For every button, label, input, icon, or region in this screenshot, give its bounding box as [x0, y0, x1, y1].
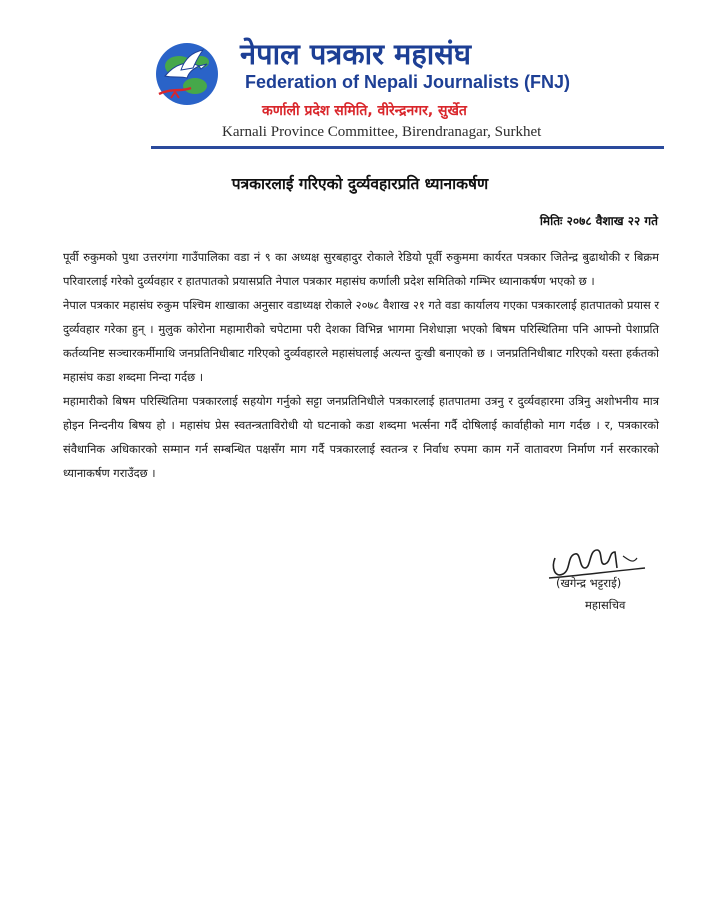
paragraph-1: पूर्वी रुकुमको पुथा उत्तरगंगा गाउँपालिका वडा नं ९ का अध्यक्ष सुरबहादुर रोकाले रेडियो पूर्वी रुकुममा कार्यरत पत्रकार जितेन्द्र बुढाथोकी र बिक्रम परिवारलाई गरेको दुर्व्यवहार र हातपातको प्रयासप्रति नेपाल पत्रकार महासंघ कर्णाली प्रदेश समितिको गम्भिर ध्यानाकर्षण भएको छ ।: [63, 250, 659, 288]
paragraph-3: महामारीको बिषम परिस्थितिमा पत्रकारलाई सहयोग गर्नुको सट्टा जनप्रतिनिधीले पत्रकारलाई हातपातमा उत्रनु र दुर्व्यवहारमा उत्रिनु अशोभनीय मात्र होइन निन्दनीय बिषय हो । महासंघ प्रेस स्वतन्त्रताविरोधी यो घटनाको कडा शब्दमा भर्त्सना गर्दै दोषिलाई कार्वाहीको माग गर्दछ । र, पत्रकारको संवैधानिक अधिकारको सम्मान गर्न सम्बन्धित पक्षसँग माग गर्दै पत्रकारलाई स्वतन्त्र र निर्वाध रुपमा काम गर्ने वातावरण निर्माण गर्न सरकारको ध्यानाकर्षण गराउँदछ ।: [63, 394, 659, 480]
document-title: पत्रकारलाई गरिएको दुर्व्यवहारप्रति ध्यानाकर्षण: [231, 175, 489, 193]
letterhead: [0, 0, 720, 150]
dove-globe-logo-icon: [151, 36, 223, 108]
committee-name-english: Karnali Province Committee, Birendranagar, Surkhet: [222, 124, 542, 140]
signatory-name: (खगेन्द्र भट्टराई): [556, 576, 622, 590]
signatory-role: महासचिव: [585, 598, 626, 612]
committee-name-nepali: कर्णाली प्रदेश समिति, वीरेन्द्रनगर, सुर्खेत: [262, 103, 467, 119]
letterhead-divider: [151, 146, 664, 149]
document-date: मितिः २०७८ वैशाख २२ गते: [539, 214, 658, 228]
paragraph-2: नेपाल पत्रकार महासंघ रुकुम पश्चिम शाखाका अनुसार वडाध्यक्ष रोकाले २०७८ वैशाख २१ गते वडा कार्यालय गएका पत्रकारलाई हातपातको प्रयास र दुर्व्यवहार गरेका हुन् । मुलुक कोरोना महामारीको चपेटामा परी देशका विभिन्न भागमा निशेधाज्ञा भएको बिषम परिस्थितिमा पनि आफ्नो पेशाप्रति कर्तव्यनिष्ट सञ्चारकर्मीमाथि जनप्रतिनिधीबाट गरिएको दुर्व्यवहारले महासंघलाई अत्यन्त दुःखी बनाएको छ । जनप्रतिनिधीबाट गरिएको यस्ता हर्कतको महासंघ कडा शब्दमा निन्दा गर्दछ ।: [63, 298, 659, 384]
document-body: [63, 245, 659, 485]
org-name-english: Federation of Nepali Journalists (FNJ): [245, 72, 571, 92]
org-name-nepali: नेपाल पत्रकार महासंघ: [240, 37, 472, 71]
